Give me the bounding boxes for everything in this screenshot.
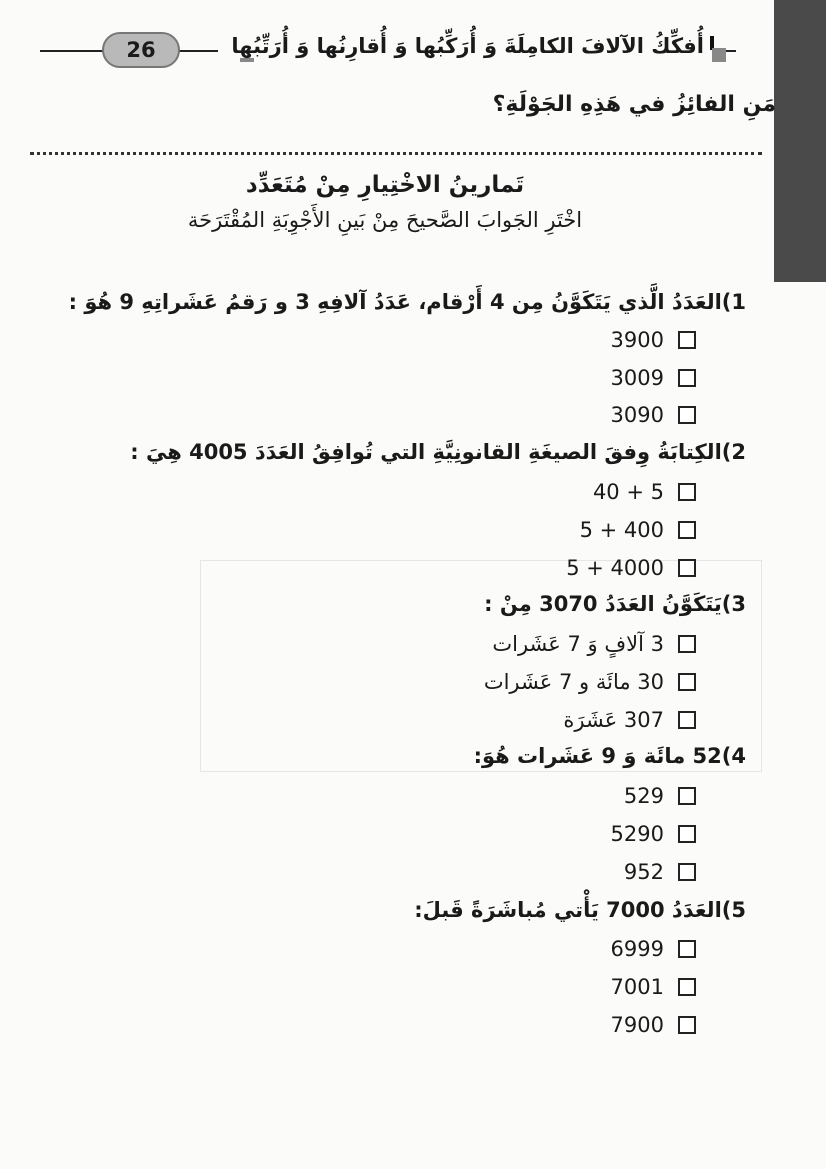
page-header bbox=[40, 30, 736, 70]
option-4a[interactable]: 529 bbox=[624, 781, 696, 811]
section-instructions: اخْتَرِ الجَوابَ الصَّحيحَ مِنْ بَينِ الأَجْوِبَةِ المُقْتَرَحَة bbox=[187, 208, 583, 232]
dotted-divider bbox=[30, 152, 762, 155]
question-1: 1)العَدَدُ الَّذي يَتَكَوَّنُ مِن 4 أَرْقام، عَدَدُ آلافِهِ 3 و رَقمُ عَشَراتِهِ 9 هُوَ : bbox=[68, 290, 746, 314]
checkbox[interactable] bbox=[678, 673, 696, 691]
question-3: 3)يَتَكَوَّنُ العَدَدُ 3070 مِنْ : bbox=[484, 592, 746, 616]
option-2a[interactable]: 5 + 40 bbox=[593, 477, 696, 507]
checkbox[interactable] bbox=[678, 787, 696, 805]
section-title: تَمارينُ الاخْتِيارِ مِنْ مُتَعَدِّد bbox=[245, 172, 525, 198]
chapter-title: أُفكِّكُ الآلافَ الكامِلَةَ وَ أُرَكِّبُها وَ أُقارِنُها وَ أُرَتِّبُها bbox=[225, 34, 710, 58]
option-4c[interactable]: 952 bbox=[624, 857, 696, 887]
checkbox[interactable] bbox=[678, 1016, 696, 1034]
question-4: 4)52 مائَة وَ 9 عَشَرات هُوَ: bbox=[473, 744, 746, 768]
checkbox[interactable] bbox=[678, 331, 696, 349]
checkbox[interactable] bbox=[678, 825, 696, 843]
checkbox[interactable] bbox=[678, 521, 696, 539]
question-5: 5)العَدَدُ 7000 يَأْتي مُباشَرَةً قَبلَ: bbox=[414, 898, 746, 922]
checkbox[interactable] bbox=[678, 940, 696, 958]
question-2: 2)الكِتابَةُ وِفقَ الصيغَةِ القانونِيَّةِ التي تُوافِقُ العَدَدَ 4005 هِيَ : bbox=[130, 440, 746, 464]
checkbox[interactable] bbox=[678, 369, 696, 387]
option-4b[interactable]: 5290 bbox=[611, 819, 696, 849]
option-5a[interactable]: 6999 bbox=[611, 934, 696, 964]
checkbox[interactable] bbox=[678, 978, 696, 996]
option-3b[interactable]: 30 مائَة و 7 عَشَرات bbox=[484, 667, 696, 697]
option-1c[interactable]: 3090 bbox=[611, 400, 696, 430]
checkbox[interactable] bbox=[678, 483, 696, 501]
question-who-wins: مَنِ الفائِزُ في هَذِهِ الجَوْلَةِ؟ bbox=[492, 92, 776, 117]
option-1a[interactable]: 3900 bbox=[611, 325, 696, 355]
option-2c[interactable]: 4000 + 5 bbox=[566, 553, 696, 583]
checkbox[interactable] bbox=[678, 711, 696, 729]
checkbox[interactable] bbox=[678, 406, 696, 424]
checkbox[interactable] bbox=[678, 635, 696, 653]
page-number: 26 bbox=[102, 32, 180, 68]
option-5b[interactable]: 7001 bbox=[611, 972, 696, 1002]
checkbox[interactable] bbox=[678, 559, 696, 577]
option-3c[interactable]: 307 عَشَرَة bbox=[563, 705, 696, 735]
decor-square-gray bbox=[712, 48, 726, 62]
checkbox[interactable] bbox=[678, 863, 696, 881]
option-2b[interactable]: 400 + 5 bbox=[580, 515, 696, 545]
option-1b[interactable]: 3009 bbox=[611, 363, 696, 393]
option-3a[interactable]: 3 آلافٍ وَ 7 عَشَرات bbox=[492, 629, 696, 659]
header-rule-middle bbox=[178, 50, 218, 52]
header-rule-left bbox=[40, 50, 104, 52]
page-edge-tab bbox=[774, 0, 826, 282]
option-5c[interactable]: 7900 bbox=[611, 1010, 696, 1040]
